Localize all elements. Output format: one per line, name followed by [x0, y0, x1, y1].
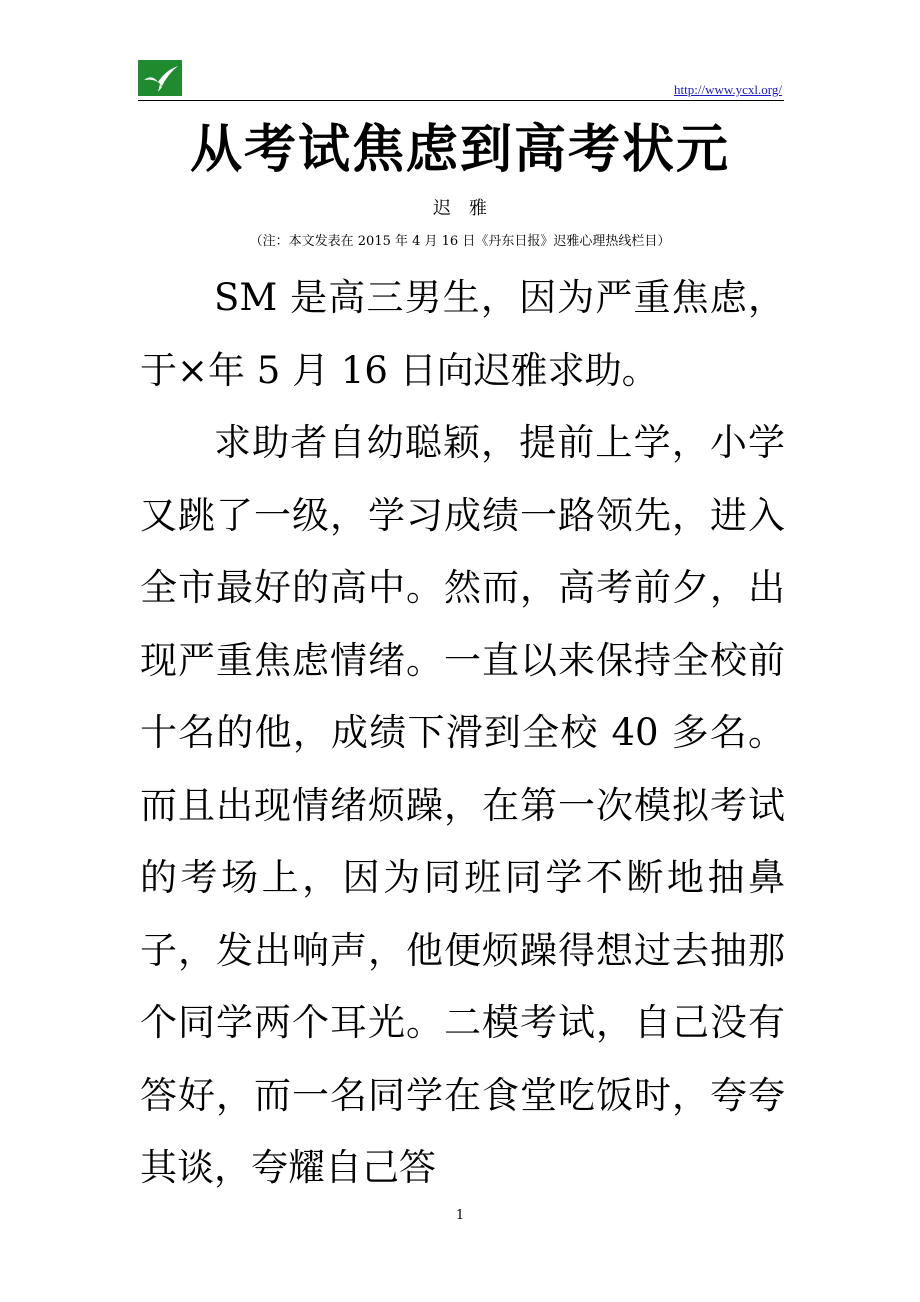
- page-header: [138, 60, 784, 102]
- article-body: [140, 262, 785, 1205]
- article-author: 迟 雅: [433, 198, 487, 219]
- publication-note: （注：本文发表在 2015 年 4 月 16 日《丹东日报》迟雅心理热线栏目）: [249, 234, 671, 249]
- page-number: 1: [455, 1208, 465, 1223]
- header-divider: [138, 100, 784, 101]
- site-url-link[interactable]: http://www.ycxl.org/: [674, 82, 782, 97]
- green-bird-logo-icon: [138, 60, 182, 96]
- article-title: 从考试焦虑到高考状元: [189, 119, 730, 180]
- paragraph-2: 求助者自幼聪颖，提前上学，小学又跳了一级，学习成绩一路领先，进入全市最好的高中。然而，高考前夕，出现严重焦虑情绪。一直以来保持全校前十名的他，成绩下滑到全校 40 多名。而且出现情绪烦躁，在第一次模拟考试的考场上，因为同班同学不断地抽鼻子，发出响声，他便烦躁得想过去抽那个同学两个耳光。二模考试，自己没有答好，而一名同学在食堂吃饭时，夸夸其谈，夸耀自己答: [140, 421, 785, 1189]
- paragraph-1: SM 是高三男生，因为严重焦虑，于×年 5 月 16 日向迟雅求助。: [140, 276, 785, 392]
